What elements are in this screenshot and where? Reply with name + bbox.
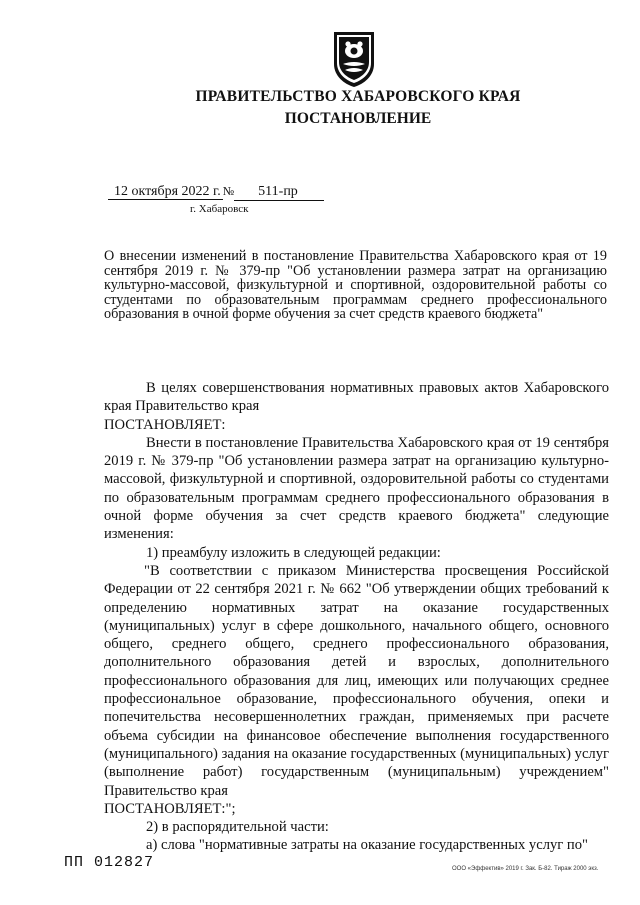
form-code: ПП 012827 — [64, 854, 155, 871]
document-number: 511-пр — [234, 184, 324, 201]
registration-line — [108, 184, 324, 201]
amendment-paragraph: Внести в постановление Правительства Хабаровского края от 19 сентября 2019 г. № 379-пр "Об установлении размера затрат на организацию культурно-массовой, физкультурной и спортивной, оздоровительной работы со студентами по образовательным программам среднего профессионального образования в очной форме обучения за счет средств краевого бюджета" следующие изменения: — [104, 434, 609, 543]
government-title: ПРАВИТЕЛЬСТВО ХАБАРОВСКОГО КРАЯ — [195, 88, 521, 105]
document-type: ПОСТАНОВЛЕНИЕ — [284, 110, 432, 127]
document-date: 12 октября 2022 г. — [108, 184, 223, 200]
item-1-paragraph: 1) преамбулу изложить в следующей редакции: — [146, 544, 441, 561]
printer-note: ООО «Эффектив» 2019 г. Зак. Б-82. Тираж 2000 экз. — [452, 866, 599, 872]
document-body — [104, 379, 609, 855]
document-subject: О внесении изменений в постановление Правительства Хабаровского края от 19 сентября 2019 г. № 379-пр "Об установлении размера затрат на организацию культурно-массовой, физкультурной и спортивной, оздоровительной работы со студентами по образовательным программам среднего профессионального образования в очной форме обучения за счет средств краевого бюджета" — [104, 248, 607, 323]
resolves-quote: ПОСТАНОВЛЯЕТ:"; — [104, 800, 236, 817]
resolves-heading: ПОСТАНОВЛЯЕТ: — [104, 416, 226, 433]
item-2-paragraph: 2) в распорядительной части: — [146, 819, 329, 836]
number-sign: № — [222, 184, 235, 198]
item-2a-paragraph: а) слова "нормативные затраты на оказание государственных услуг по" — [146, 837, 588, 854]
coat-of-arms-icon — [331, 30, 377, 88]
document-city: г. Хабаровск — [190, 203, 249, 215]
new-preamble-paragraph: "В соответствии с приказом Министерства просвещения Российской Федерации от 22 сентября 2021 г. № 662 "Об утверждении общих требований к определению нормативных затрат на оказание государственных (муниципальных) услуг в сфере дошкольного, начального общего, основного общего, среднего общего, среднего профессионального образования, дополнительного образования детей и взрослых, дополнительного профессионального образования для лиц, имеющих или получающих среднее профессиональное образование, профессионального обучения, опеки и попечительства несовершеннолетних граждан, применяемых при расчете объема субсидии на финансовое обеспечение выполнения государственного (муниципального) задания на оказание государственных (муниципальных) услуг (выполнение работ) государственным (муниципальным) учреждением" Правительство края — [104, 562, 609, 799]
preamble-paragraph: В целях совершенствования нормативных правовых актов Хабаровского края Правительство края — [104, 380, 609, 415]
